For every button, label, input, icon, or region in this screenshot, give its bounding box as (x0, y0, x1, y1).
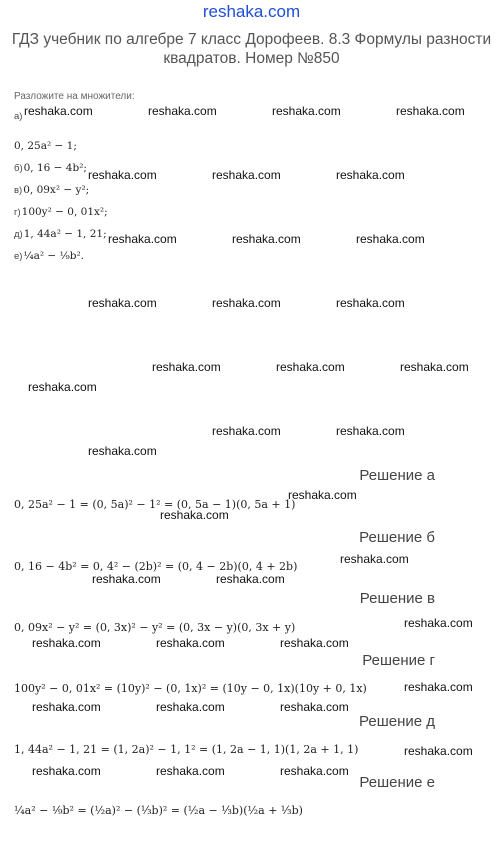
watermark: reshaka.com (340, 552, 409, 566)
solution-c-heading: Решение в (359, 590, 435, 607)
task-d: г)100y² − 0, 01x²; (14, 206, 108, 218)
watermark: reshaka.com (88, 296, 157, 310)
solution-f: ¼a² − ¹⁄₉b² = (½a)² − (⅓b)² = (½a − ⅓b)(½a + ⅓b) (14, 804, 303, 817)
watermark: reshaka.com (404, 616, 473, 630)
watermark: reshaka.com (336, 168, 405, 182)
task-e: д)1, 44a² − 1, 21; (14, 228, 107, 240)
solution-b-heading: Решение б (359, 529, 435, 546)
watermark: reshaka.com (24, 104, 93, 118)
watermark: reshaka.com (280, 700, 349, 714)
solution-b: 0, 16 − 4b² = 0, 4² − (2b)² = (0, 4 − 2b)(0, 4 + 2b) (14, 560, 298, 573)
solution-d-heading: Решение г (362, 652, 435, 669)
watermark: reshaka.com (156, 764, 225, 778)
page-title: ГДЗ учебник по алгебре 7 класс Дорофеев. 8.3 Формулы разности квадратов. Номер №850 (11, 31, 492, 67)
watermark: reshaka.com (32, 700, 101, 714)
watermark: reshaka.com (152, 360, 221, 374)
watermark: reshaka.com (156, 700, 225, 714)
task-c: в)0, 09x² − y²; (14, 184, 90, 196)
watermark: reshaka.com (404, 680, 473, 694)
watermark: reshaka.com (272, 104, 341, 118)
watermark: reshaka.com (216, 572, 285, 586)
watermark: reshaka.com (396, 104, 465, 118)
watermark: reshaka.com (28, 380, 97, 394)
watermark: reshaka.com (32, 764, 101, 778)
watermark: reshaka.com (88, 168, 157, 182)
watermark: reshaka.com (108, 232, 177, 246)
watermark: reshaka.com (288, 488, 357, 502)
solution-d: 100y² − 0, 01x² = (10y)² − (0, 1x)² = (10y − 0, 1x)(10y + 0, 1x) (14, 682, 367, 695)
watermark: reshaka.com (400, 360, 469, 374)
watermark: reshaka.com (212, 296, 281, 310)
watermark: reshaka.com (156, 636, 225, 650)
watermark: reshaka.com (356, 232, 425, 246)
watermark: reshaka.com (276, 360, 345, 374)
task-a: 0, 25a² − 1; (14, 140, 77, 152)
task-a-label: а) (14, 111, 23, 122)
solution-e-heading: Решение д (359, 713, 435, 730)
solution-a-heading: Решение а (359, 467, 435, 484)
watermark: reshaka.com (280, 764, 349, 778)
watermark: reshaka.com (148, 104, 217, 118)
watermark: reshaka.com (212, 168, 281, 182)
solution-a: 0, 25a² − 1 = (0, 5a)² − 1² = (0, 5a − 1)(0, 5a + 1) (14, 498, 296, 511)
watermark: reshaka.com (232, 232, 301, 246)
watermark: reshaka.com (92, 572, 161, 586)
watermark: reshaka.com (160, 508, 229, 522)
task-intro: Разложите на множители: (14, 91, 135, 102)
task-f: е)¼a² − ¹⁄₉b². (14, 250, 85, 262)
watermark: reshaka.com (32, 636, 101, 650)
solution-e: 1, 44a² − 1, 21 = (1, 2a)² − 1, 1² = (1, 2a − 1, 1)(1, 2a + 1, 1) (14, 743, 359, 756)
watermark: reshaka.com (336, 296, 405, 310)
task-b: б)0, 16 − 4b²; (14, 162, 87, 174)
watermark: reshaka.com (336, 424, 405, 438)
solution-f-heading: Решение е (359, 774, 435, 791)
watermark: reshaka.com (212, 424, 281, 438)
site-header-link[interactable]: reshaka.com (202, 2, 301, 21)
solution-c: 0, 09x² − y² = (0, 3x)² − y² = (0, 3x − y)(0, 3x + y) (14, 621, 296, 634)
watermark: reshaka.com (88, 444, 157, 458)
watermark: reshaka.com (404, 744, 473, 758)
watermark: reshaka.com (280, 636, 349, 650)
